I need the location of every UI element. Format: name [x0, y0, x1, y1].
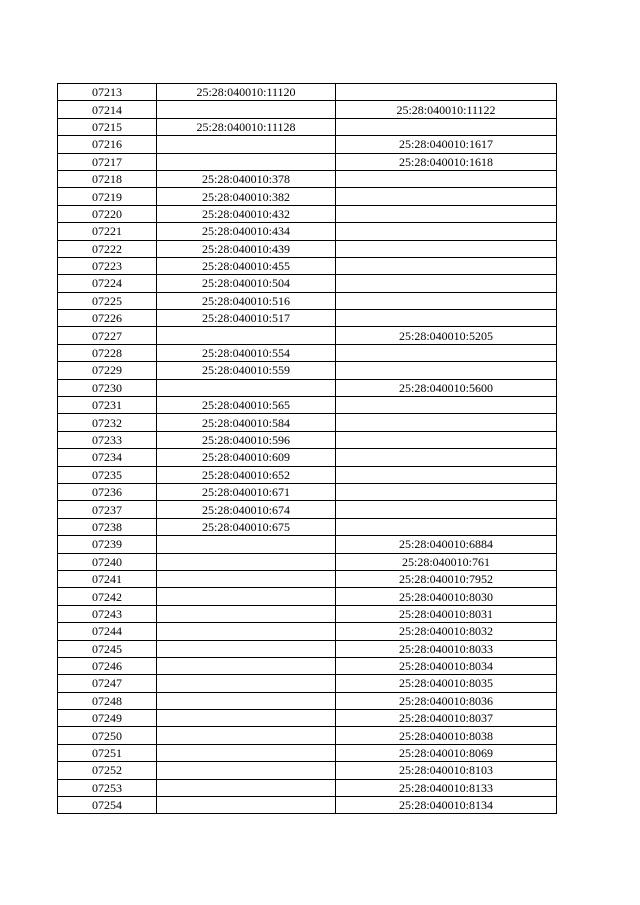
cadastral-number-cell-col2: 25:28:040010:11120 [157, 84, 336, 101]
cadastral-number-cell-col3: 25:28:040010:6884 [336, 536, 557, 553]
cadastral-number-cell-col3 [336, 240, 557, 257]
cadastral-number-cell-col2: 25:28:040010:596 [157, 431, 336, 448]
cadastral-number-cell-col2: 25:28:040010:439 [157, 240, 336, 257]
cadastral-number-cell-col3: 25:28:040010:8103 [336, 762, 557, 779]
table-row [58, 118, 557, 135]
row-number-cell: 07227 [58, 327, 157, 344]
table-row [58, 223, 557, 240]
row-number-cell: 07222 [58, 240, 157, 257]
cadastral-number-cell-col2 [157, 553, 336, 570]
cadastral-number-cell-col2 [157, 779, 336, 796]
table-row [58, 518, 557, 535]
row-number-cell: 07224 [58, 275, 157, 292]
cadastral-number-cell-col2 [157, 727, 336, 744]
table-row [58, 483, 557, 500]
cadastral-number-cell-col2 [157, 675, 336, 692]
cadastral-number-cell-col2: 25:28:040010:565 [157, 397, 336, 414]
table-row [58, 136, 557, 153]
table-row [58, 466, 557, 483]
table-row [58, 779, 557, 796]
cadastral-number-cell-col3: 25:28:040010:8038 [336, 727, 557, 744]
table-row [58, 588, 557, 605]
row-number-cell: 07216 [58, 136, 157, 153]
table-row [58, 344, 557, 361]
cadastral-number-cell-col2: 25:28:040010:652 [157, 466, 336, 483]
table-row [58, 605, 557, 622]
table-row [58, 553, 557, 570]
cadastral-number-cell-col3: 25:28:040010:7952 [336, 570, 557, 587]
cadastral-number-cell-col2 [157, 101, 336, 118]
table-row [58, 692, 557, 709]
table-row [58, 240, 557, 257]
cadastral-number-cell-col2: 25:28:040010:671 [157, 483, 336, 500]
cadastral-number-cell-col3: 25:28:040010:1618 [336, 153, 557, 170]
row-number-cell: 07246 [58, 657, 157, 674]
cadastral-number-cell-col2: 25:28:040010:584 [157, 414, 336, 431]
row-number-cell: 07233 [58, 431, 157, 448]
cadastral-number-cell-col3: 25:28:040010:8133 [336, 779, 557, 796]
cadastral-number-cell-col2: 25:28:040010:504 [157, 275, 336, 292]
cadastral-number-cell-col2: 25:28:040010:11128 [157, 118, 336, 135]
table-row [58, 762, 557, 779]
table-row [58, 449, 557, 466]
cadastral-number-cell-col2: 25:28:040010:554 [157, 344, 336, 361]
cadastral-number-cell-col2: 25:28:040010:559 [157, 362, 336, 379]
table-row [58, 327, 557, 344]
cadastral-number-cell-col3: 25:28:040010:11122 [336, 101, 557, 118]
table-row [58, 536, 557, 553]
row-number-cell: 07245 [58, 640, 157, 657]
row-number-cell: 07230 [58, 379, 157, 396]
row-number-cell: 07251 [58, 744, 157, 761]
row-number-cell: 07249 [58, 710, 157, 727]
cadastral-number-cell-col2 [157, 588, 336, 605]
row-number-cell: 07223 [58, 257, 157, 274]
cadastral-number-cell-col2 [157, 692, 336, 709]
cadastral-number-cell-col3 [336, 292, 557, 309]
cadastral-number-cell-col3: 25:28:040010:5205 [336, 327, 557, 344]
table-row [58, 153, 557, 170]
cadastral-number-cell-col3: 25:28:040010:8036 [336, 692, 557, 709]
row-number-cell: 07221 [58, 223, 157, 240]
cadastral-number-cell-col3: 25:28:040010:1617 [336, 136, 557, 153]
table-row [58, 727, 557, 744]
cadastral-number-cell-col3 [336, 188, 557, 205]
row-number-cell: 07235 [58, 466, 157, 483]
row-number-cell: 07237 [58, 501, 157, 518]
cadastral-number-table [57, 83, 557, 814]
cadastral-number-cell-col3: 25:28:040010:761 [336, 553, 557, 570]
cadastral-number-cell-col2 [157, 536, 336, 553]
table-row [58, 397, 557, 414]
cadastral-number-cell-col2 [157, 379, 336, 396]
table-row [58, 710, 557, 727]
cadastral-number-cell-col2: 25:28:040010:455 [157, 257, 336, 274]
table-row [58, 414, 557, 431]
table-row [58, 101, 557, 118]
cadastral-number-cell-col3 [336, 431, 557, 448]
cadastral-number-cell-col3: 25:28:040010:8069 [336, 744, 557, 761]
cadastral-number-cell-col2 [157, 570, 336, 587]
row-number-cell: 07214 [58, 101, 157, 118]
table-row [58, 657, 557, 674]
cadastral-number-cell-col3: 25:28:040010:8031 [336, 605, 557, 622]
row-number-cell: 07250 [58, 727, 157, 744]
table-row [58, 744, 557, 761]
cadastral-number-cell-col3 [336, 223, 557, 240]
cadastral-number-cell-col2: 25:28:040010:516 [157, 292, 336, 309]
cadastral-number-cell-col3 [336, 483, 557, 500]
cadastral-number-cell-col3: 25:28:040010:8035 [336, 675, 557, 692]
row-number-cell: 07244 [58, 623, 157, 640]
cadastral-number-cell-col3: 25:28:040010:8030 [336, 588, 557, 605]
row-number-cell: 07243 [58, 605, 157, 622]
table-row [58, 310, 557, 327]
table-row [58, 379, 557, 396]
row-number-cell: 07254 [58, 797, 157, 814]
cadastral-number-cell-col2: 25:28:040010:382 [157, 188, 336, 205]
cadastral-number-cell-col3 [336, 275, 557, 292]
table-body [58, 84, 557, 814]
table-row [58, 292, 557, 309]
row-number-cell: 07225 [58, 292, 157, 309]
table-row [58, 640, 557, 657]
cadastral-number-cell-col3: 25:28:040010:8033 [336, 640, 557, 657]
table-row [58, 501, 557, 518]
cadastral-number-cell-col3 [336, 414, 557, 431]
table-row [58, 675, 557, 692]
row-number-cell: 07220 [58, 205, 157, 222]
row-number-cell: 07253 [58, 779, 157, 796]
row-number-cell: 07215 [58, 118, 157, 135]
cadastral-number-cell-col3 [336, 205, 557, 222]
table-row [58, 570, 557, 587]
row-number-cell: 07234 [58, 449, 157, 466]
table-row [58, 797, 557, 814]
table-row [58, 431, 557, 448]
row-number-cell: 07238 [58, 518, 157, 535]
cadastral-number-cell-col2 [157, 762, 336, 779]
cadastral-number-cell-col2 [157, 710, 336, 727]
row-number-cell: 07236 [58, 483, 157, 500]
row-number-cell: 07231 [58, 397, 157, 414]
row-number-cell: 07242 [58, 588, 157, 605]
row-number-cell: 07226 [58, 310, 157, 327]
cadastral-number-cell-col3 [336, 170, 557, 187]
table-row [58, 275, 557, 292]
cadastral-number-cell-col3: 25:28:040010:8032 [336, 623, 557, 640]
cadastral-number-cell-col3 [336, 84, 557, 101]
cadastral-number-cell-col3: 25:28:040010:8134 [336, 797, 557, 814]
cadastral-number-cell-col2 [157, 640, 336, 657]
row-number-cell: 07219 [58, 188, 157, 205]
table-row [58, 362, 557, 379]
row-number-cell: 07232 [58, 414, 157, 431]
cadastral-number-cell-col2: 25:28:040010:517 [157, 310, 336, 327]
row-number-cell: 07228 [58, 344, 157, 361]
cadastral-number-cell-col3 [336, 449, 557, 466]
cadastral-number-cell-col3: 25:28:040010:5600 [336, 379, 557, 396]
table-row [58, 84, 557, 101]
cadastral-number-cell-col2 [157, 153, 336, 170]
cadastral-number-cell-col3 [336, 362, 557, 379]
cadastral-number-cell-col3 [336, 501, 557, 518]
row-number-cell: 07241 [58, 570, 157, 587]
row-number-cell: 07240 [58, 553, 157, 570]
row-number-cell: 07239 [58, 536, 157, 553]
row-number-cell: 07248 [58, 692, 157, 709]
cadastral-number-cell-col3: 25:28:040010:8037 [336, 710, 557, 727]
cadastral-number-cell-col2 [157, 797, 336, 814]
table-row [58, 170, 557, 187]
cadastral-number-cell-col2 [157, 136, 336, 153]
cadastral-number-cell-col2: 25:28:040010:378 [157, 170, 336, 187]
cadastral-number-cell-col3 [336, 118, 557, 135]
cadastral-number-cell-col2 [157, 327, 336, 344]
table-row [58, 188, 557, 205]
cadastral-number-cell-col2 [157, 605, 336, 622]
cadastral-number-cell-col3 [336, 310, 557, 327]
cadastral-number-cell-col2: 25:28:040010:609 [157, 449, 336, 466]
cadastral-number-cell-col3 [336, 518, 557, 535]
cadastral-number-cell-col2 [157, 623, 336, 640]
cadastral-number-cell-col3: 25:28:040010:8034 [336, 657, 557, 674]
table-row [58, 623, 557, 640]
row-number-cell: 07217 [58, 153, 157, 170]
row-number-cell: 07252 [58, 762, 157, 779]
cadastral-number-cell-col3 [336, 257, 557, 274]
cadastral-number-cell-col3 [336, 397, 557, 414]
table-row [58, 257, 557, 274]
cadastral-number-cell-col3 [336, 466, 557, 483]
cadastral-number-cell-col2 [157, 744, 336, 761]
table-row [58, 205, 557, 222]
cadastral-number-cell-col2 [157, 657, 336, 674]
row-number-cell: 07213 [58, 84, 157, 101]
row-number-cell: 07247 [58, 675, 157, 692]
cadastral-number-cell-col2: 25:28:040010:675 [157, 518, 336, 535]
cadastral-number-cell-col2: 25:28:040010:674 [157, 501, 336, 518]
cadastral-number-cell-col2: 25:28:040010:432 [157, 205, 336, 222]
cadastral-number-cell-col2: 25:28:040010:434 [157, 223, 336, 240]
row-number-cell: 07229 [58, 362, 157, 379]
row-number-cell: 07218 [58, 170, 157, 187]
cadastral-number-cell-col3 [336, 344, 557, 361]
